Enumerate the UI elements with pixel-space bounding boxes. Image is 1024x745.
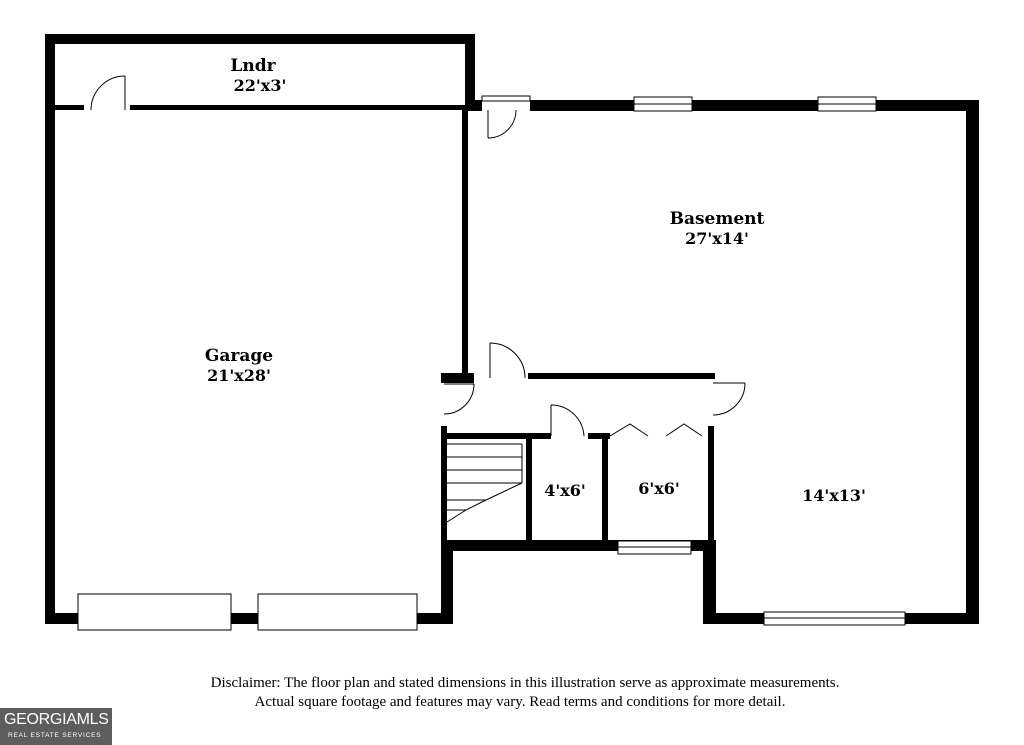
closet-small-dims: 4'x6' [544, 481, 586, 500]
bedroom-dims: 14'x13' [802, 486, 866, 505]
windows [618, 97, 905, 625]
basement-name: Basement [669, 209, 765, 229]
garage-door-1 [78, 594, 231, 630]
garage-dims: 21'x28' [207, 366, 271, 385]
interior-walls [55, 105, 715, 544]
disclaimer-line-1: Disclaimer: The floor plan and stated dimensions in this illustration serve as approximate measurements. [210, 675, 840, 691]
doors [84, 76, 745, 436]
disclaimer-line-2: Actual square footage and features may vary. Read terms and conditions for more detail. [254, 694, 786, 710]
logo-tagline: REAL ESTATE SERVICES [8, 732, 102, 739]
garage-door-2 [258, 594, 417, 630]
laundry-name: Lndr [230, 56, 276, 76]
stairs [447, 444, 522, 522]
exterior-walls [45, 34, 979, 624]
garage-name: Garage [204, 346, 274, 366]
georgia-mls-logo [0, 708, 112, 745]
logo-name: GEORGIAMLS [4, 711, 109, 728]
closet-medium-dims: 6'x6' [638, 479, 680, 498]
garage-doors [78, 594, 417, 630]
laundry-dims: 22'x3' [233, 76, 287, 95]
basement-dims: 27'x14' [685, 229, 749, 248]
